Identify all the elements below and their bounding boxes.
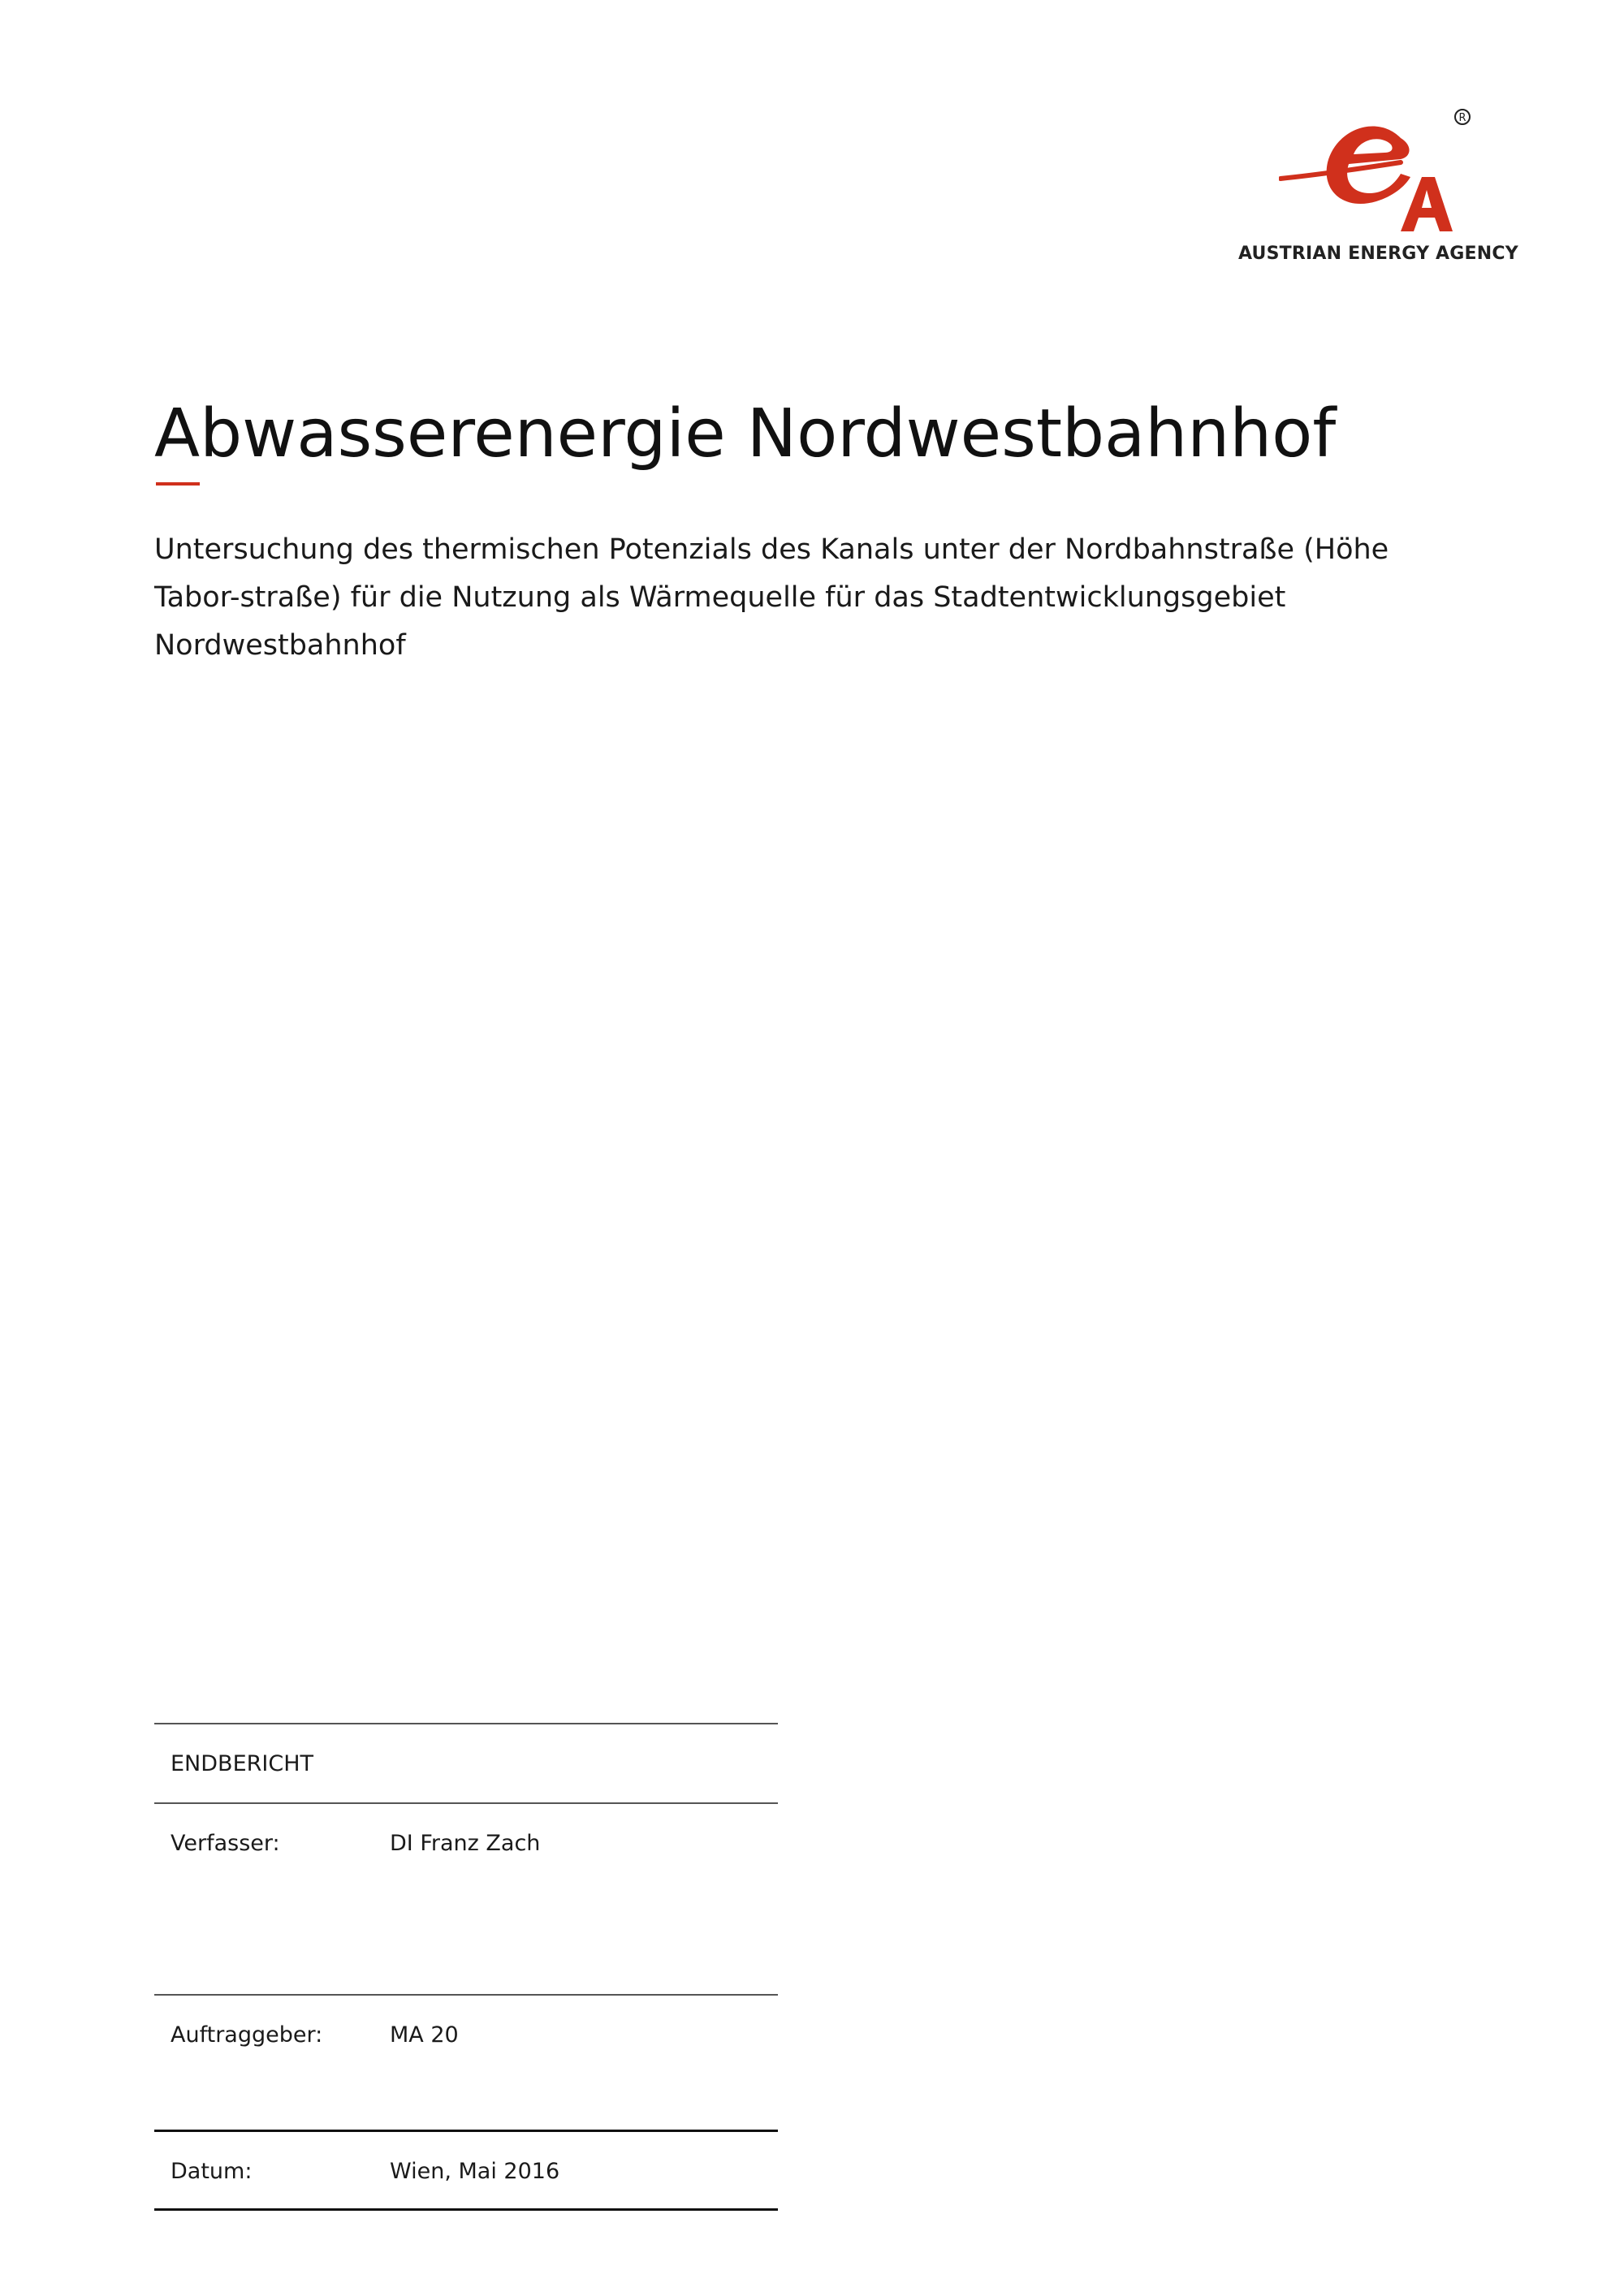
author-row [154,1802,778,1994]
austrian-energy-agency-logo [1238,106,1518,268]
client-label: Auftraggeber: [171,2022,323,2048]
date-value: Wien, Mai 2016 [390,2159,560,2184]
document-title: Abwasserenergie Nordwestbahnhof [154,395,1337,473]
report-type: ENDBERICHT [171,1751,314,1776]
svg-text:R: R [1458,112,1466,124]
document-subtitle: Untersuchung des thermischen Potenzials des Kanals unter der Nordbahnstraße (Höhe Tabor-straße) für die Nutzung als Wärmequelle für das Stadtentwicklungsgebiet Nordwestbahnhof [154,533,1389,662]
date-label: Datum: [171,2159,253,2184]
title-accent-rule [156,482,200,486]
logo-wordmark: AUSTRIAN ENERGY AGENCY [1238,244,1518,264]
client-row [154,1994,778,2130]
author-value: DI Franz Zach [390,1831,541,1856]
report-metadata-table [154,1723,778,2211]
report-type-row [154,1723,778,1802]
ea-logo-mark-icon [1279,106,1474,235]
author-label: Verfasser: [171,1831,280,1856]
client-value: MA 20 [390,2022,459,2048]
date-row [154,2130,778,2211]
